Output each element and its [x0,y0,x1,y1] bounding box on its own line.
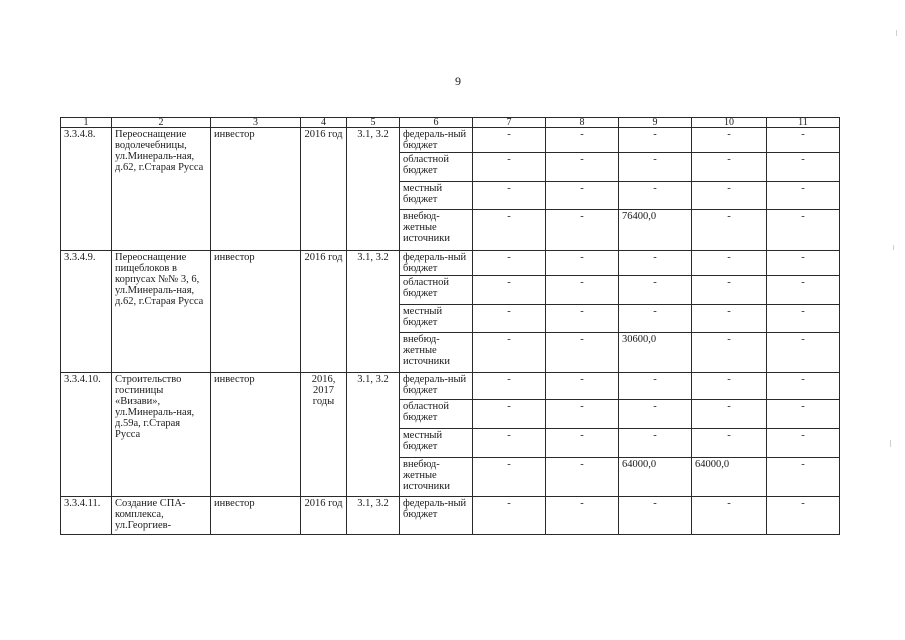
funding-value-10: - [692,497,767,535]
funding-value-10: - [692,333,767,373]
funding-source: местный бюджет [400,182,473,210]
header-cell-2: 2 [112,118,211,128]
measure-indicator: 3.1, 3.2 [347,128,400,251]
funding-value-8: - [546,429,619,458]
funding-value-9: 30600,0 [619,333,692,373]
funding-value-10: - [692,373,767,400]
measure-executor: инвестор [211,497,301,535]
funding-value-9: - [619,400,692,429]
funding-value-9: - [619,305,692,333]
funding-value-11: - [767,153,840,182]
measure-indicator: 3.1, 3.2 [347,497,400,535]
funding-source: местный бюджет [400,429,473,458]
header-cell-1: 1 [61,118,112,128]
funding-value-7: - [473,373,546,400]
funding-value-10: - [692,210,767,251]
header-row [61,118,840,128]
funding-value-9: - [619,429,692,458]
funding-value-9: - [619,153,692,182]
funding-value-10: - [692,305,767,333]
funding-source: федераль-ный бюджет [400,497,473,535]
funding-source: федераль-ный бюджет [400,251,473,276]
funding-value-8: - [546,333,619,373]
funding-value-8: - [546,458,619,497]
header-cell-7: 7 [473,118,546,128]
funding-value-11: - [767,182,840,210]
funding-value-11: - [767,333,840,373]
header-cell-8: 8 [546,118,619,128]
funding-value-7: - [473,210,546,251]
funding-value-8: - [546,305,619,333]
table-row [61,128,840,153]
funding-value-8: - [546,251,619,276]
measure-name: Переоснащение водолечебницы, ул.Минераль-ная, д.62, г.Старая Русса [112,128,211,251]
scan-mark [896,30,897,36]
funding-value-9: 76400,0 [619,210,692,251]
funding-value-10: 64000,0 [692,458,767,497]
funding-value-9: - [619,497,692,535]
measure-name: Строительство гостиницы «Визави», ул.Минераль-ная, д.59а, г.Старая Русса [112,373,211,497]
funding-value-7: - [473,182,546,210]
funding-value-11: - [767,400,840,429]
funding-value-7: - [473,458,546,497]
table-row [61,251,840,276]
funding-value-7: - [473,497,546,535]
funding-value-7: - [473,153,546,182]
funding-value-8: - [546,128,619,153]
funding-value-11: - [767,276,840,305]
funding-value-11: - [767,429,840,458]
header-cell-3: 3 [211,118,301,128]
funding-value-11: - [767,458,840,497]
funding-source: внебюд-жетные источники [400,458,473,497]
funding-value-9: - [619,251,692,276]
funding-value-7: - [473,128,546,153]
funding-value-9: 64000,0 [619,458,692,497]
funding-value-8: - [546,373,619,400]
funding-value-7: - [473,333,546,373]
measure-number: 3.3.4.11. [61,497,112,535]
funding-value-9: - [619,128,692,153]
funding-value-9: - [619,182,692,210]
measure-year: 2016, 2017 годы [301,373,347,497]
funding-value-7: - [473,400,546,429]
funding-value-8: - [546,182,619,210]
measure-number: 3.3.4.8. [61,128,112,251]
measure-name: Создание СПА-комплекса, ул.Георгиев- [112,497,211,535]
funding-source: федераль-ный бюджет [400,373,473,400]
funding-source: внебюд-жетные источники [400,333,473,373]
measure-number: 3.3.4.9. [61,251,112,373]
funding-value-11: - [767,128,840,153]
scan-mark [893,245,894,250]
table-row [61,373,840,400]
funding-value-10: - [692,276,767,305]
funding-value-11: - [767,497,840,535]
funding-value-8: - [546,276,619,305]
scan-mark [890,440,891,447]
measure-year: 2016 год [301,251,347,373]
funding-value-9: - [619,373,692,400]
funding-source: областной бюджет [400,400,473,429]
measure-name: Переоснащение пищеблоков в корпусах №№ 3, 6, ул.Минераль-ная, д.62, г.Старая Русса [112,251,211,373]
funding-value-10: - [692,153,767,182]
funding-source: федераль-ный бюджет [400,128,473,153]
table-row [61,497,840,535]
header-cell-4: 4 [301,118,347,128]
funding-source: областной бюджет [400,276,473,305]
header-cell-9: 9 [619,118,692,128]
funding-value-11: - [767,251,840,276]
funding-value-11: - [767,210,840,251]
funding-source: местный бюджет [400,305,473,333]
header-cell-10: 10 [692,118,767,128]
funding-value-7: - [473,429,546,458]
measure-executor: инвестор [211,128,301,251]
funding-value-10: - [692,182,767,210]
measure-indicator: 3.1, 3.2 [347,251,400,373]
funding-source: внебюд-жетные источники [400,210,473,251]
measure-executor: инвестор [211,251,301,373]
measure-year: 2016 год [301,497,347,535]
measure-number: 3.3.4.10. [61,373,112,497]
funding-value-9: - [619,276,692,305]
funding-value-10: - [692,429,767,458]
funding-value-7: - [473,251,546,276]
funding-value-8: - [546,153,619,182]
funding-source: областной бюджет [400,153,473,182]
measure-indicator: 3.1, 3.2 [347,373,400,497]
measure-year: 2016 год [301,128,347,251]
funding-value-7: - [473,305,546,333]
header-cell-6: 6 [400,118,473,128]
funding-value-8: - [546,400,619,429]
funding-value-11: - [767,305,840,333]
funding-value-8: - [546,497,619,535]
page-number: 9 [455,74,461,88]
funding-value-10: - [692,128,767,153]
measure-executor: инвестор [211,373,301,497]
funding-value-11: - [767,373,840,400]
funding-value-10: - [692,251,767,276]
funding-value-8: - [546,210,619,251]
measures-table [60,117,840,535]
funding-value-7: - [473,276,546,305]
header-cell-5: 5 [347,118,400,128]
funding-value-10: - [692,400,767,429]
header-cell-11: 11 [767,118,840,128]
